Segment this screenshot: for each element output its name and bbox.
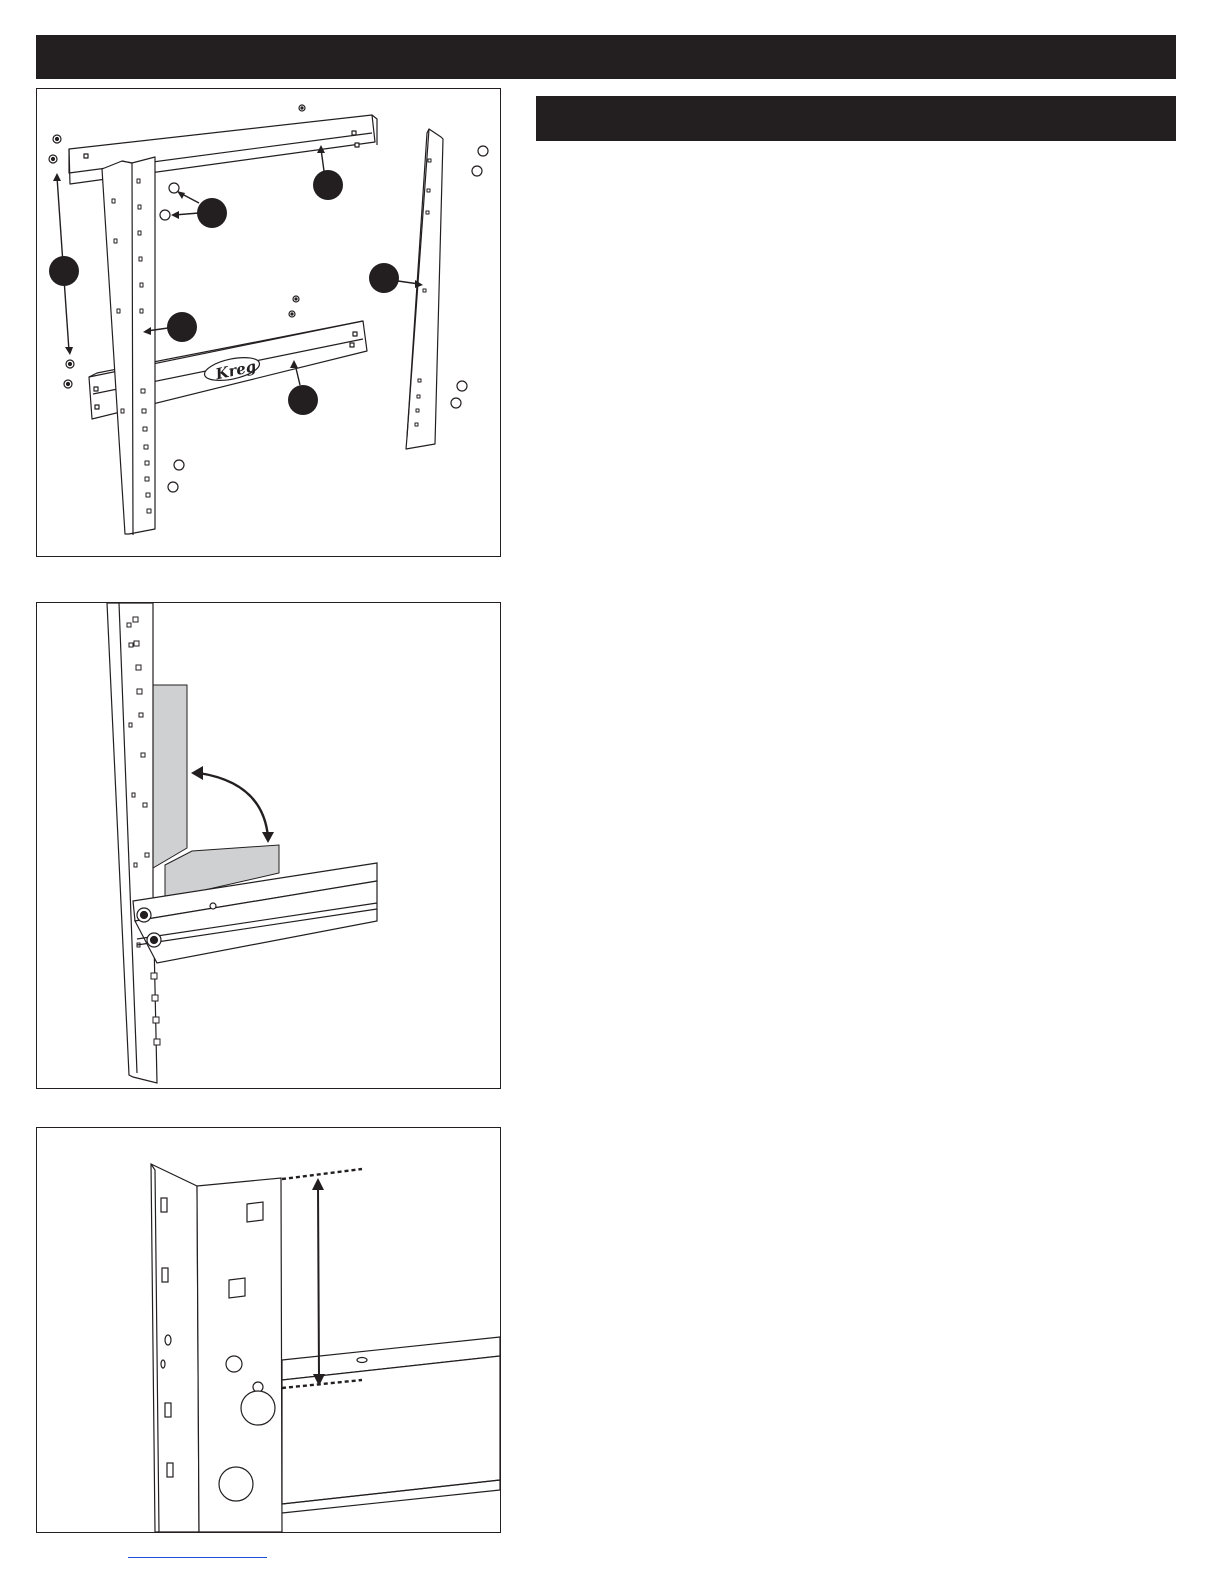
exploded-frame-illustration bbox=[37, 89, 500, 556]
section-title-bar bbox=[536, 96, 1176, 141]
angle-arrow bbox=[199, 773, 268, 837]
figure-exploded-frame bbox=[36, 88, 501, 557]
upright bbox=[107, 603, 160, 1083]
figure-height-measure bbox=[36, 1127, 501, 1533]
rail bbox=[282, 1337, 500, 1513]
header-bar bbox=[36, 35, 1176, 79]
svg-text:Kreg: Kreg bbox=[213, 357, 258, 384]
height-measure-illustration bbox=[37, 1128, 500, 1532]
post bbox=[151, 1164, 282, 1532]
footer-link-underline[interactable] bbox=[128, 1557, 267, 1558]
post-top-line bbox=[282, 1169, 362, 1179]
measure-arrow bbox=[318, 1186, 319, 1378]
square-check-illustration bbox=[37, 603, 500, 1088]
figure-square-check bbox=[36, 602, 501, 1089]
front-upright bbox=[102, 157, 155, 535]
right-upright bbox=[406, 129, 443, 449]
framing-square bbox=[153, 685, 187, 868]
